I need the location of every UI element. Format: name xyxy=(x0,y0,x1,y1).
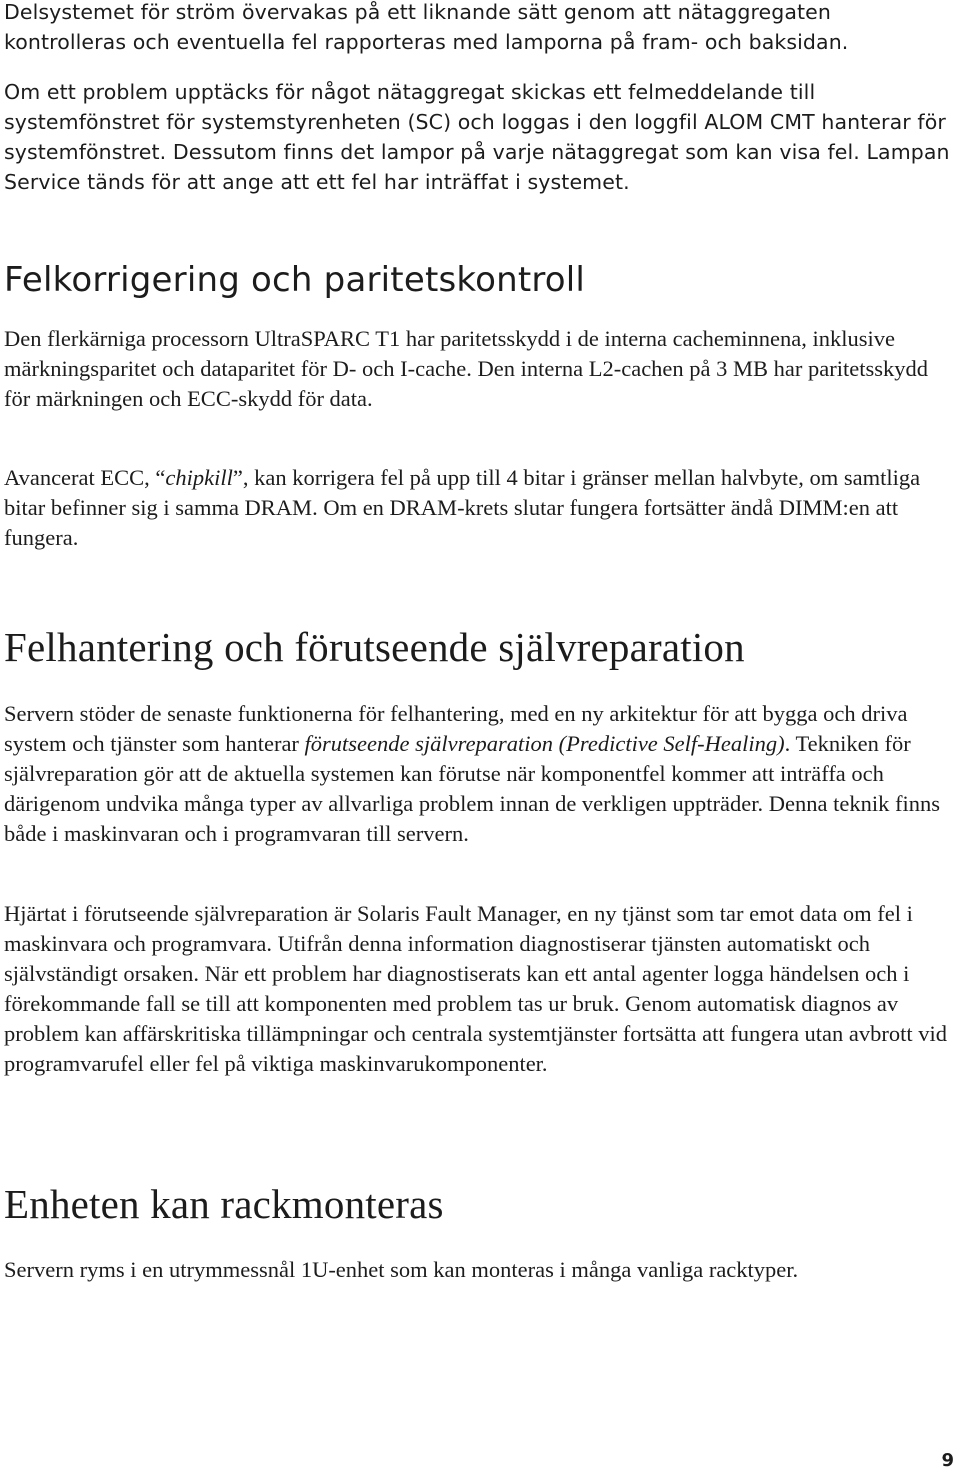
healing-paragraph-2: Hjärtat i förutseende självreparation är Solaris Fault Manager, en ny tjänst som tar emot data om fel i maskinvara och programvara. Utifrån denna information diagnostiserar tjänsten automatiskt och självständigt orsaken. När ett problem har diagnostiserats kan ett antal agenter logga händelsen och i förekommande fall se till att komponenten med problem tas ur bruk. Genom automatisk diagnos av problem kan affärskritiska tillämpningar och centrala systemtjänster fortsätta att fungera utan avbrott vid programvarufel eller fel på viktiga maskinvarukomponenter. xyxy=(4,901,948,1076)
parity-paragraph-2-suffix: ”, kan korrigera fel på upp till 4 bitar i gränser mellan halvbyte, om samtliga bitar befinner sig i samma DRAM. Om en DRAM-krets slutar fungera fortsätter ändå DIMM:en att fungera. xyxy=(4,465,921,550)
section-heading-rack: Enheten kan rackmonteras xyxy=(4,1181,444,1227)
section-heading-parity: Felkorrigering och paritetskontroll xyxy=(4,260,586,300)
page-number: 9 xyxy=(941,1450,954,1471)
intro-paragraph-2: Om ett problem upptäcks för något nätaggregat skickas ett felmeddelande till systemfönstret för systemstyrenheten (SC) och loggas i den loggfil ALOM CMT hanterar för systemfönstret. Dessutom finns det lampor på varje nätaggregat som kan visa fel. Lampan Service tänds för att ange att ett fel har inträffat i systemet. xyxy=(4,80,950,194)
healing-paragraph-1-prefix: Servern stöder de senaste funktionerna för felhantering, med en ny arkitektur för att bygga och driva system och tjänster som hanterar xyxy=(4,701,908,756)
section-heading-healing: Felhantering och förutseende självreparation xyxy=(4,624,745,670)
parity-paragraph-2-prefix: Avancerat ECC, “ xyxy=(4,465,166,490)
parity-paragraph-1: Den flerkärniga processorn UltraSPARC T1 har paritetsskydd i de interna cacheminnena, inklusive märkningsparitet och dataparitet för D- och I-cache. Den interna L2-cachen på 3 MB har paritetsskydd för märkningen och ECC-skydd för data. xyxy=(4,326,929,411)
chipkill-term: chipkill xyxy=(165,465,233,490)
intro-paragraph-1: Delsystemet för ström övervakas på ett liknande sätt genom att nätaggregaten kontrolleras och eventuella fel rapporteras med lamporna på fram- och baksidan. xyxy=(4,0,849,54)
healing-paragraph-1-suffix: . Tekniken för självreparation gör att de aktuella systemen kan förutse när komponentfel kommer att inträffa och därigenom undvika många typer av allvarliga problem innan de verkligen uppträder. Denna teknik finns både i maskinvaran och i programvaran till servern. xyxy=(4,731,940,846)
predictive-self-healing-term: förutseende självreparation (Predictive Self-Healing) xyxy=(304,731,785,756)
rack-paragraph-1: Servern ryms i en utrymmessnål 1U-enhet som kan monteras i många vanliga racktyper. xyxy=(4,1257,799,1282)
parity-paragraph-2 xyxy=(4,463,954,553)
healing-paragraph-1 xyxy=(4,699,954,849)
